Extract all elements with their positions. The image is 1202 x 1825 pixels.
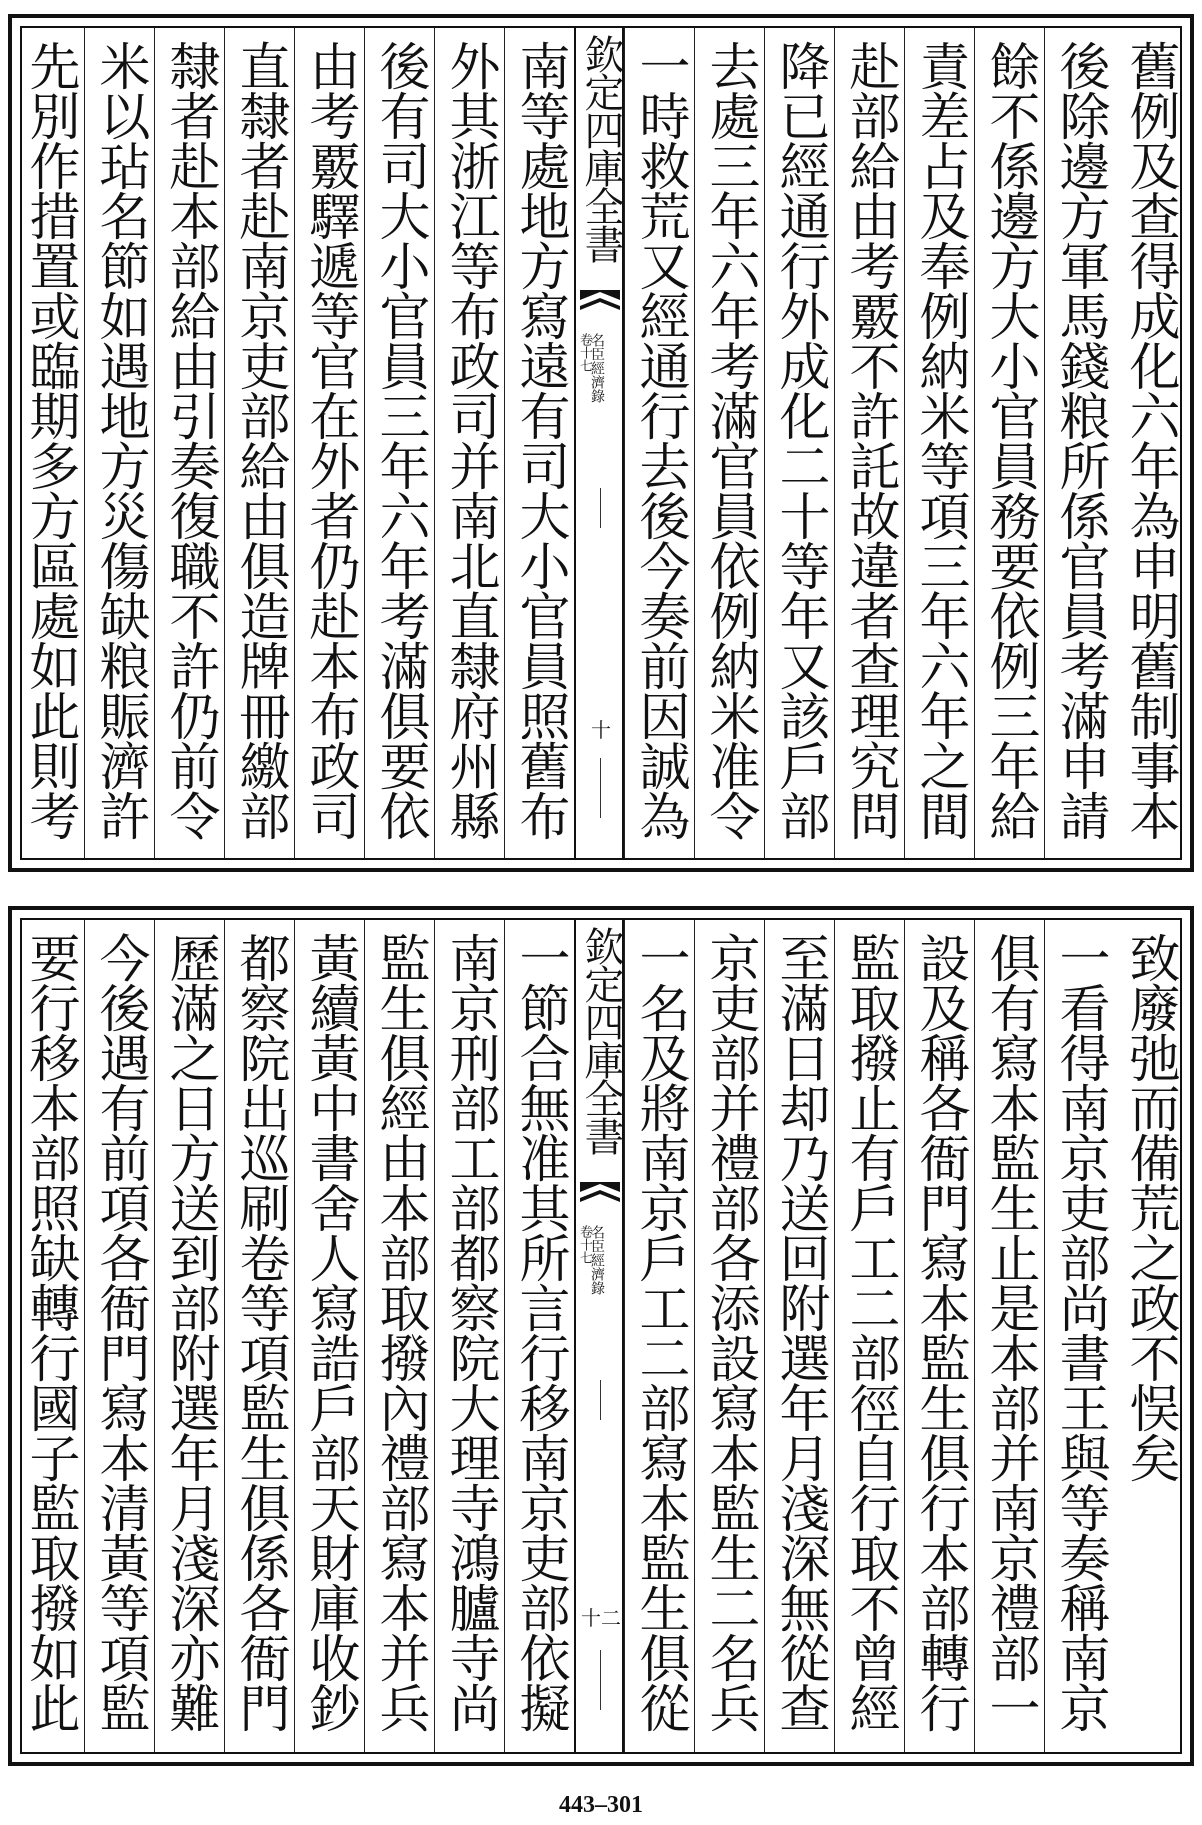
column-text: 直隸者赴南京吏部給由俱造牌冊繳部	[230, 40, 289, 840]
top-column-7	[694, 28, 764, 858]
volume-label: 卷十七	[577, 333, 592, 372]
fold-line	[600, 1380, 601, 1420]
page-number: 十	[591, 718, 611, 742]
column-text: 隸者赴本部給由引奏復職不許仍前令	[160, 40, 219, 840]
fish-tail-icon	[580, 290, 620, 318]
column-text: 至滿日却乃送回附選年月淺深無從查	[770, 932, 829, 1732]
top-column-3	[974, 28, 1044, 858]
column-text: 都察院出巡刷卷等項監生俱係各衙門	[230, 932, 289, 1732]
column-text: 致廢弛而備荒之政不悮矣	[1120, 932, 1179, 1482]
column-text: 後除邊方軍馬錢粮所係官員考滿申請	[1050, 40, 1109, 840]
column-text: 舊例及查得成化六年為申明舊制事本	[1120, 40, 1179, 840]
fold-line	[600, 1650, 601, 1710]
column-text: 一節合無准其所言行移南京吏部依擬	[510, 932, 569, 1732]
bottom-column-15	[84, 920, 154, 1752]
top-column-15	[84, 28, 154, 858]
bottom-column-1	[1114, 920, 1184, 1752]
fold-line	[600, 758, 601, 818]
bottom-column-6	[764, 920, 834, 1752]
top-column-14	[154, 28, 224, 858]
column-text: 黃續黃中書舍人寫誥戶部天財庫收鈔	[300, 932, 359, 1732]
column-text: 去處三年六年考滿官員依例納米准令	[700, 40, 759, 840]
top-column-1	[1114, 28, 1184, 858]
top-column-11	[364, 28, 434, 858]
top-column-12	[294, 28, 364, 858]
bottom-column-10	[434, 920, 504, 1752]
book-title: 名臣經濟錄	[589, 333, 605, 403]
bottom-page-frame	[20, 918, 1182, 1754]
column-text: 要行移本部照缺轉行國子監取撥如此	[20, 932, 79, 1732]
top-column-4	[904, 28, 974, 858]
top-column-6	[764, 28, 834, 858]
top-column-10	[434, 28, 504, 858]
bottom-column-14	[154, 920, 224, 1752]
column-text: 後有司大小官員三年六年考滿俱要依	[370, 40, 429, 840]
column-text: 由考覈驛遞等官在外者仍赴本布政司	[300, 40, 359, 840]
column-text: 先別作措置或臨期多方區處如此則考	[20, 40, 79, 840]
fish-tail-icon	[580, 1182, 620, 1210]
bottom-column-3	[974, 920, 1044, 1752]
column-text: 監取撥止有戶工二部徑自行取不曾經	[840, 932, 899, 1732]
fold-line	[600, 488, 601, 528]
bottom-column-16	[14, 920, 84, 1752]
column-text: 俱有寫本監生止是本部并南京禮部一	[980, 932, 1039, 1732]
top-page-frame	[20, 26, 1182, 860]
column-text: 降已經通行外成化二十等年又該戶部	[770, 40, 829, 840]
column-text: 赴部給由考覈不許託故違者查理究問	[840, 40, 899, 840]
top-column-13	[224, 28, 294, 858]
bottom-column-12	[294, 920, 364, 1752]
page-number: 十二	[581, 1606, 621, 1630]
top-column-9	[504, 28, 574, 858]
top-column-5	[834, 28, 904, 858]
bottom-column-13	[224, 920, 294, 1752]
bottom-page-panel	[8, 906, 1194, 1766]
column-text: 餘不係邊方大小官員務要依例三年給	[980, 40, 1039, 840]
top-column-8	[624, 28, 694, 858]
column-text: 責差占及奉例納米等項三年六年之間	[910, 40, 969, 840]
library-title: 欽定四庫全書	[578, 34, 624, 262]
bottom-column-2	[1044, 920, 1114, 1752]
volume-label: 卷十七	[577, 1225, 592, 1264]
top-center-fold	[574, 28, 624, 858]
book-title: 名臣經濟錄	[589, 1225, 605, 1295]
bottom-column-4	[904, 920, 974, 1752]
page-label: 443–301	[559, 1792, 643, 1818]
column-text: 外其浙江等布政司并南北直隸府州縣	[440, 40, 499, 840]
bottom-center-fold	[574, 920, 624, 1752]
column-text: 南京刑部工部都察院大理寺鴻臚寺尚	[440, 932, 499, 1732]
column-text: 京吏部并禮部各添設寫本監生二名兵	[700, 932, 759, 1732]
bottom-column-8	[624, 920, 694, 1752]
top-column-16	[14, 28, 84, 858]
bottom-column-11	[364, 920, 434, 1752]
column-text: 歷滿之日方送到部附選年月淺深亦難	[160, 932, 219, 1732]
column-text: 監生俱經由本部取撥內禮部寫本并兵	[370, 932, 429, 1732]
column-text: 南等處地方寫遠有司大小官員照舊布	[510, 40, 569, 840]
bottom-column-9	[504, 920, 574, 1752]
column-text: 一看得南京吏部尚書王與等奏稱南京	[1050, 932, 1109, 1732]
library-title: 欽定四庫全書	[578, 926, 624, 1154]
column-text: 今後遇有前項各衙門寫本清黃等項監	[90, 932, 149, 1732]
top-page-panel	[8, 14, 1194, 872]
bottom-column-5	[834, 920, 904, 1752]
column-text: 米以玷名節如遇地方災傷缺粮賑濟許	[90, 40, 149, 840]
column-text: 一名及將南京戶工二部寫本監生俱從	[630, 932, 689, 1732]
top-column-2	[1044, 28, 1114, 858]
column-text: 設及稱各衙門寫本監生俱行本部轉行	[910, 932, 969, 1732]
bottom-column-7	[694, 920, 764, 1752]
column-text: 一時救荒又經通行去後今奏前因誠為	[630, 40, 689, 840]
